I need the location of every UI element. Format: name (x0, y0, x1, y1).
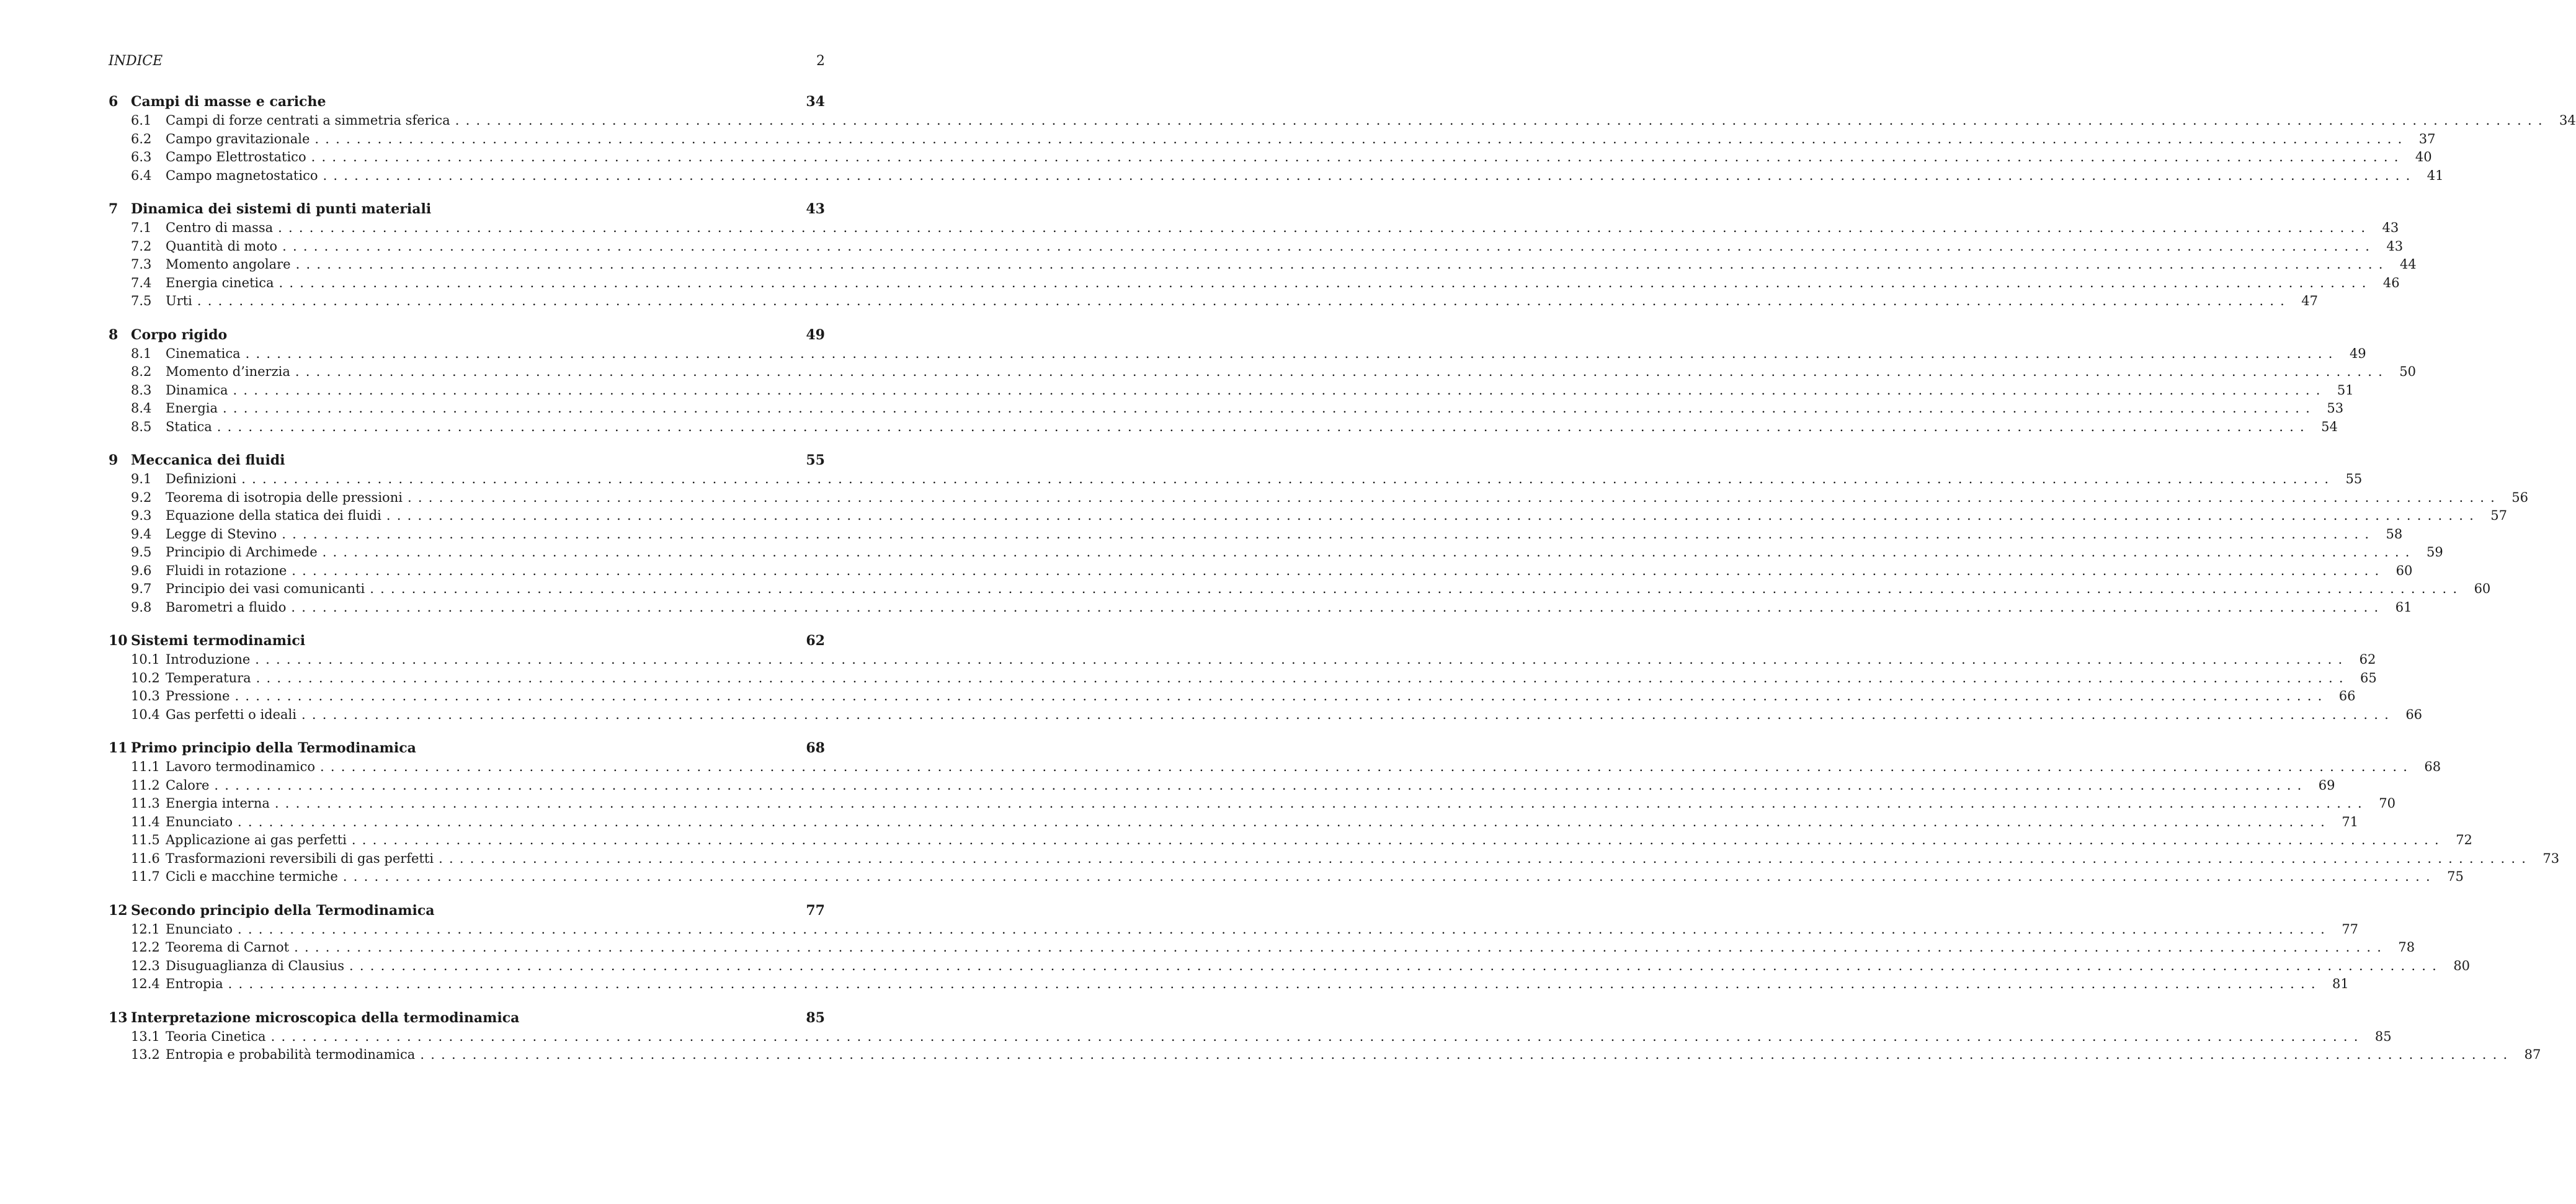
section-entry[interactable] (109, 292, 2318, 311)
section-title: Gas perfetti o ideali (166, 707, 296, 722)
dot-leader: ........................................................................................................................................................................................................ (216, 419, 2311, 434)
section-title: Centro di massa (166, 220, 274, 235)
section-number: 9.2 (131, 489, 152, 505)
section-page: 70 (2379, 796, 2396, 811)
dot-leader: ........................................................................................................................................................................................................ (223, 401, 2317, 416)
chapter-page: 43 (806, 201, 825, 217)
section-number: 13.2 (131, 1047, 160, 1062)
dot-leader: ........................................................................................................................................................................................................ (233, 382, 2327, 398)
section-entry[interactable] (109, 399, 2344, 418)
chapter-title: Dinamica dei sistemi di punti materiali (131, 201, 432, 217)
dot-leader: ........................................................................................................................................................................................................ (237, 814, 2332, 829)
dot-leader: ........................................................................................................................................................................................................ (301, 707, 2396, 722)
chapter-number: 11 (109, 740, 128, 756)
section-number: 7.4 (131, 275, 152, 290)
chapter-title: Corpo rigido (131, 326, 228, 343)
section-entry[interactable] (109, 381, 2354, 400)
section-entry[interactable] (109, 345, 2366, 363)
section-entry[interactable] (109, 238, 2404, 256)
chapter-page: 49 (806, 326, 825, 343)
dot-leader: ........................................................................................................................................................................................................ (282, 526, 2376, 542)
dot-leader: ........................................................................................................................................................................................................ (370, 581, 2464, 596)
section-page: 66 (2405, 707, 2423, 722)
chapter-page: 77 (806, 902, 825, 919)
chapter-title: Primo principio della Termodinamica (131, 740, 416, 756)
dot-leader: ........................................................................................................................................................................................................ (241, 471, 2335, 486)
section-page: 46 (2382, 275, 2400, 290)
section-title: Teorema di isotropia delle pressioni (166, 489, 403, 505)
chapter-entry[interactable] (109, 1008, 825, 1028)
section-title: Definizioni (166, 471, 237, 486)
section-title: Trasformazioni reversibili di gas perfetti (166, 850, 434, 866)
section-page: 41 (2427, 167, 2444, 183)
section-entry[interactable] (109, 130, 2436, 149)
dot-leader: ........................................................................................................................................................................................................ (214, 777, 2308, 793)
dot-leader: ........................................................................................................................................................................................................ (228, 976, 2322, 991)
section-number: 7.5 (131, 293, 152, 308)
section-number: 11.3 (131, 796, 160, 811)
section-entry[interactable] (109, 363, 2416, 381)
section-entry[interactable] (109, 525, 2403, 544)
chapter-number: 6 (109, 94, 118, 110)
section-title: Introduzione (166, 652, 251, 667)
section-number: 11.6 (131, 850, 160, 866)
section-title: Legge di Stevino (166, 526, 277, 542)
section-title: Entropia e probabilità termodinamica (166, 1047, 416, 1062)
section-number: 12.2 (131, 940, 160, 955)
dot-leader: ........................................................................................................................................................................................................ (342, 869, 2436, 884)
chapter-entry[interactable] (109, 450, 825, 470)
section-page: 69 (2318, 777, 2335, 793)
section-entry[interactable] (109, 562, 2413, 581)
dot-leader: ........................................................................................................................................................................................................ (292, 563, 2386, 578)
section-entry[interactable] (109, 256, 2417, 274)
section-entry[interactable] (109, 957, 2471, 976)
section-page: 60 (2474, 581, 2491, 596)
toc-chapter (109, 92, 2576, 185)
section-number: 6.1 (131, 113, 152, 128)
chapter-page: 55 (806, 452, 825, 468)
chapter-page: 68 (806, 740, 825, 756)
section-number: 6.4 (131, 167, 152, 183)
chapter-number: 8 (109, 326, 118, 343)
section-entry[interactable] (109, 831, 2472, 850)
section-title: Energia interna (166, 796, 270, 811)
section-title: Cicli e macchine termiche (166, 869, 338, 884)
dot-leader: ........................................................................................................................................................................................................ (439, 850, 2533, 866)
chapter-page: 62 (806, 633, 825, 649)
toc-chapter (109, 199, 2417, 311)
section-title: Campo gravitazionale (166, 131, 310, 146)
chapter-number: 10 (109, 633, 128, 649)
section-title: Enunciato (166, 814, 233, 829)
chapter-title: Campi di masse e cariche (131, 94, 326, 110)
dot-leader: ........................................................................................................................................................................................................ (279, 275, 2373, 290)
section-entry[interactable] (109, 489, 2528, 507)
section-entry[interactable] (109, 813, 2359, 832)
section-number: 7.3 (131, 257, 152, 272)
section-title: Dinamica (166, 382, 228, 398)
section-page: 61 (2395, 599, 2412, 615)
section-page: 62 (2359, 652, 2376, 667)
section-entry[interactable] (109, 921, 2359, 939)
chapter-page: 34 (806, 94, 825, 110)
header-title: INDICE (109, 53, 163, 69)
dot-leader: ........................................................................................................................................................................................................ (278, 220, 2372, 235)
section-number: 11.7 (131, 869, 160, 884)
section-page: 51 (2337, 382, 2354, 398)
toc-chapter (109, 1008, 2541, 1064)
section-entry[interactable] (109, 669, 2377, 688)
chapter-title: Interpretazione microscopica della termodinamica (131, 1009, 520, 1026)
section-page: 37 (2418, 131, 2436, 146)
section-entry[interactable] (109, 868, 2464, 886)
section-number: 6.2 (131, 131, 152, 146)
section-entry[interactable] (109, 651, 2376, 669)
section-title: Quantità di moto (166, 238, 278, 254)
section-title: Campo Elettrostatico (166, 149, 306, 164)
section-page: 43 (2382, 220, 2399, 235)
section-entry[interactable] (109, 543, 2443, 562)
dot-leader: ........................................................................................................................................................................................................ (407, 489, 2501, 505)
section-title: Entropia (166, 976, 223, 991)
section-entry[interactable] (109, 939, 2415, 957)
section-title: Momento angolare (166, 257, 291, 272)
section-entry[interactable] (109, 418, 2338, 437)
header-page-number: 2 (816, 53, 825, 69)
chapter-entry[interactable] (109, 738, 825, 758)
chapter-number: 12 (109, 902, 128, 919)
section-title: Campo magnetostatico (166, 167, 318, 183)
section-number: 11.2 (131, 777, 160, 793)
dot-leader: ........................................................................................................................................................................................................ (420, 1047, 2514, 1062)
dot-leader: ........................................................................................................................................................................................................ (323, 167, 2417, 183)
section-page: 85 (2374, 1028, 2392, 1044)
section-entry[interactable] (109, 580, 2491, 599)
section-title: Equazione della statica dei fluidi (166, 508, 381, 523)
section-page: 59 (2426, 545, 2443, 560)
section-number: 8.4 (131, 401, 152, 416)
dot-leader: ........................................................................................................................................................................................................ (255, 652, 2349, 667)
chapter-title: Secondo principio della Termodinamica (131, 902, 435, 919)
section-entry[interactable] (109, 167, 2444, 185)
chapter-page: 85 (806, 1009, 825, 1026)
section-number: 9.6 (131, 563, 152, 578)
chapter-title: Meccanica dei fluidi (131, 452, 285, 468)
chapter-number: 7 (109, 201, 118, 217)
section-page: 77 (2342, 921, 2359, 937)
section-number: 8.1 (131, 346, 152, 361)
section-number: 13.1 (131, 1028, 160, 1044)
section-title: Urti (166, 293, 192, 308)
section-page: 71 (2342, 814, 2359, 829)
section-entry[interactable] (109, 850, 2560, 868)
dot-leader: ........................................................................................................................................................................................................ (311, 149, 2405, 164)
running-header (109, 52, 825, 71)
section-title: Principio di Archimede (166, 545, 318, 560)
section-page: 56 (2511, 489, 2528, 505)
section-page: 34 (2559, 113, 2576, 128)
section-number: 9.5 (131, 545, 152, 560)
dot-leader: ........................................................................................................................................................................................................ (295, 257, 2389, 272)
section-entry[interactable] (109, 1028, 2392, 1046)
section-title: Momento d’inerzia (166, 364, 290, 379)
section-title: Energia cinetica (166, 275, 274, 290)
section-entry[interactable] (109, 507, 2507, 525)
section-page: 66 (2338, 689, 2356, 703)
section-entry[interactable] (109, 777, 2335, 795)
dot-leader: ........................................................................................................................................................................................................ (234, 689, 2329, 703)
section-entry[interactable] (109, 975, 2349, 994)
dot-leader: ........................................................................................................................................................................................................ (322, 545, 2416, 560)
section-number: 11.1 (131, 759, 160, 774)
dot-leader: ........................................................................................................................................................................................................ (295, 364, 2389, 379)
dot-leader: ........................................................................................................................................................................................................ (270, 1028, 2364, 1044)
section-page: 54 (2321, 419, 2338, 434)
section-number: 9.8 (131, 599, 152, 615)
dot-leader: ........................................................................................................................................................................................................ (256, 670, 2350, 685)
chapter-entry[interactable] (109, 325, 825, 345)
dot-leader: ........................................................................................................................................................................................................ (320, 759, 2414, 774)
section-title: Pressione (166, 689, 230, 703)
section-page: 75 (2447, 869, 2464, 884)
section-number: 11.4 (131, 814, 160, 829)
section-entry[interactable] (109, 219, 2399, 238)
chapter-entry[interactable] (109, 631, 825, 651)
section-title: Applicazione ai gas perfetti (166, 832, 347, 847)
dot-leader: ........................................................................................................................................................................................................ (349, 958, 2443, 973)
section-page: 50 (2399, 364, 2416, 379)
section-entry[interactable] (109, 148, 2432, 167)
section-number: 10.2 (131, 670, 160, 685)
section-page: 44 (2399, 257, 2417, 272)
section-entry[interactable] (109, 758, 2441, 777)
section-page: 68 (2424, 759, 2441, 774)
section-page: 43 (2386, 238, 2404, 254)
section-page: 65 (2360, 670, 2377, 685)
section-title: Enunciato (166, 921, 233, 937)
section-title: Disuguaglianza di Clausius (166, 958, 344, 973)
section-number: 9.3 (131, 508, 152, 523)
section-page: 81 (2332, 976, 2349, 991)
section-number: 9.7 (131, 581, 152, 596)
section-page: 73 (2543, 850, 2560, 866)
section-number: 10.4 (131, 707, 160, 722)
dot-leader: ........................................................................................................................................................................................................ (197, 293, 2291, 308)
section-number: 7.1 (131, 220, 152, 235)
dot-leader: ........................................................................................................................................................................................................ (314, 131, 2409, 146)
section-page: 87 (2524, 1047, 2541, 1062)
chapter-number: 13 (109, 1009, 128, 1026)
table-of-contents (109, 92, 2576, 1079)
section-page: 47 (2301, 293, 2318, 308)
toc-chapter (109, 738, 2560, 886)
toc-chapter (109, 901, 2471, 994)
section-entry[interactable] (109, 599, 2412, 617)
section-title: Statica (166, 419, 212, 434)
dot-leader: ........................................................................................................................................................................................................ (455, 113, 2549, 128)
section-entry[interactable] (109, 274, 2400, 293)
section-number: 7.2 (131, 238, 152, 254)
dot-leader: ........................................................................................................................................................................................................ (237, 921, 2332, 937)
section-page: 58 (2386, 526, 2403, 542)
dot-leader: ........................................................................................................................................................................................................ (282, 238, 2376, 254)
section-title: Principio dei vasi comunicanti (166, 581, 365, 596)
section-entry[interactable] (109, 795, 2396, 813)
toc-chapter (109, 325, 2416, 437)
section-page: 49 (2349, 346, 2366, 361)
section-number: 8.5 (131, 419, 152, 434)
section-page: 78 (2398, 940, 2415, 955)
dot-leader: ........................................................................................................................................................................................................ (291, 599, 2385, 615)
chapter-number: 9 (109, 452, 118, 468)
section-title: Lavoro termodinamico (166, 759, 316, 774)
section-title: Temperatura (166, 670, 251, 685)
section-entry[interactable] (109, 706, 2423, 725)
section-page: 60 (2396, 563, 2413, 578)
section-page: 53 (2327, 401, 2344, 416)
section-page: 40 (2415, 149, 2432, 164)
section-page: 55 (2345, 471, 2363, 486)
section-number: 6.3 (131, 149, 152, 164)
section-entry[interactable] (109, 1046, 2541, 1064)
chapter-entry[interactable] (109, 92, 825, 112)
section-number: 12.4 (131, 976, 160, 991)
chapter-title: Sistemi termodinamici (131, 633, 306, 649)
dot-leader: ........................................................................................................................................................................................................ (386, 508, 2480, 523)
section-title: Barometri a fluido (166, 599, 287, 615)
section-number: 10.1 (131, 652, 160, 667)
dot-leader: ........................................................................................................................................................................................................ (351, 832, 2445, 847)
section-entry[interactable] (109, 112, 2576, 130)
toc-chapter (109, 450, 2528, 617)
section-page: 72 (2456, 832, 2472, 847)
section-number: 12.1 (131, 921, 160, 937)
section-title: Campi di forze centrati a simmetria sferica (166, 113, 450, 128)
dot-leader: ........................................................................................................................................................................................................ (294, 940, 2388, 955)
section-title: Energia (166, 401, 218, 416)
dot-leader: ........................................................................................................................................................................................................ (274, 796, 2368, 811)
section-title: Cinematica (166, 346, 241, 361)
section-number: 9.4 (131, 526, 152, 542)
section-number: 8.3 (131, 382, 152, 398)
chapter-entry[interactable] (109, 901, 825, 921)
chapter-entry[interactable] (109, 199, 825, 219)
section-number: 10.3 (131, 689, 160, 703)
section-title: Fluidi in rotazione (166, 563, 287, 578)
section-number: 12.3 (131, 958, 160, 973)
section-entry[interactable] (109, 470, 2363, 489)
section-number: 9.1 (131, 471, 152, 486)
section-page: 80 (2453, 958, 2471, 973)
section-number: 11.5 (131, 832, 160, 847)
section-title: Teorema di Carnot (166, 940, 290, 955)
section-title: Calore (166, 777, 210, 793)
section-entry[interactable] (109, 687, 2356, 706)
section-title: Teoria Cinetica (166, 1028, 266, 1044)
section-number: 8.2 (131, 364, 152, 379)
section-page: 57 (2490, 508, 2507, 523)
toc-chapter (109, 631, 2423, 724)
dot-leader: ........................................................................................................................................................................................................ (245, 346, 2339, 361)
